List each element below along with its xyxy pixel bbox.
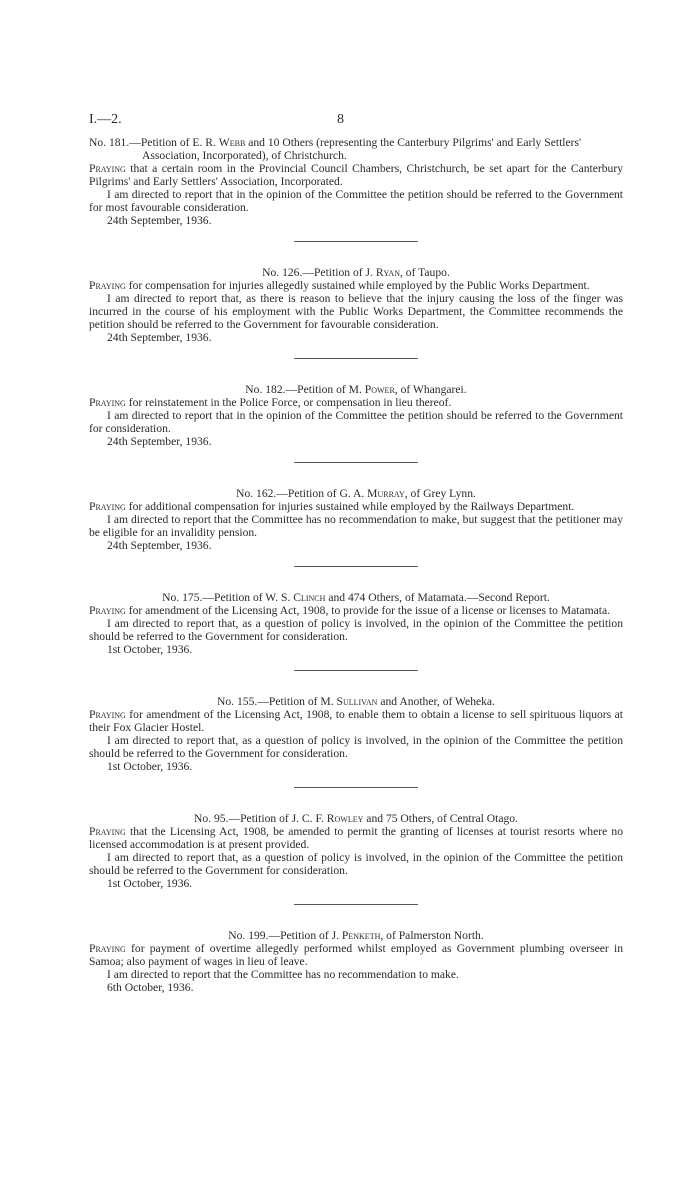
section-divider (294, 241, 418, 242)
petition-title: No. 182.—Petition of M. Power, of Whangarei. (245, 383, 467, 396)
petition-report: I am directed to report that, as a question of policy is involved, in the opinion of the Committee the petition should be referred to the Government for consideration. (89, 617, 623, 643)
petition-title: No. 175.—Petition of W. S. Clinch and 474 Others, of Matamata.—Second Report. (162, 591, 550, 604)
petition-date: 1st October, 1936. (107, 643, 193, 656)
petition-report: I am directed to report that the Committee has no recommendation to make, but suggest that the petitioner may be eligible for an invalidity pension. (89, 513, 623, 539)
petition-title: No. 181.—Petition of E. R. Webb and 10 Others (representing the Canterbury Pilgrims' and Early Settlers' Association, Incorporated), of Christchurch. (89, 136, 582, 162)
petition-date: 24th September, 1936. (107, 214, 212, 227)
page-number: 8 (337, 112, 344, 127)
petition-praying: Praying that the Licensing Act, 1908, be amended to permit the granting of licenses at tourist resorts where no licensed accommodation is at present provided. (89, 825, 623, 851)
petition-162 (89, 487, 623, 552)
petition-181 (89, 136, 623, 227)
petition-praying: Praying for compensation for injuries allegedly sustained while employed by the Public Works Department. (89, 279, 590, 292)
petition-report: I am directed to report that, as a question of policy is involved, in the opinion of the Committee the petition should be referred to the Government for consideration. (89, 851, 623, 877)
petition-praying: Praying for amendment of the Licensing Act, 1908, to provide for the issue of a license or licenses to Matamata. (89, 604, 611, 617)
petition-182 (89, 383, 623, 448)
section-divider (294, 787, 418, 788)
petition-155 (89, 695, 623, 773)
petition-report: I am directed to report that in the opinion of the Committee the petition should be referred to the Government for consideration. (89, 409, 623, 435)
document-reference: I.—2. (89, 112, 122, 127)
petition-date: 1st October, 1936. (107, 760, 193, 773)
petition-praying: Praying for additional compensation for injuries sustained while employed by the Railways Department. (89, 500, 575, 513)
document-page (89, 112, 623, 994)
petition-praying: Praying that a certain room in the Provincial Council Chambers, Christchurch, be set apart for the Canterbury Pilgrims' and Early Settlers' Association, Incorporated. (89, 162, 623, 188)
petition-date: 24th September, 1936. (107, 435, 212, 448)
petition-report: I am directed to report that in the opinion of the Committee the petition should be referred to the Government for most favourable consideration. (89, 188, 623, 214)
petition-praying: Praying for amendment of the Licensing Act, 1908, to enable them to obtain a license to sell spirituous liquors at their Fox Glacier Hostel. (89, 708, 623, 734)
petition-title: No. 126.—Petition of J. Ryan, of Taupo. (262, 266, 450, 279)
petition-date: 24th September, 1936. (107, 331, 212, 344)
section-divider (294, 358, 418, 359)
section-divider (294, 566, 418, 567)
petition-95 (89, 812, 623, 890)
petition-date: 24th September, 1936. (107, 539, 212, 552)
petition-report: I am directed to report that, as a question of policy is involved, in the opinion of the Committee the petition should be referred to the Government for consideration. (89, 734, 623, 760)
petition-praying: Praying for payment of overtime allegedly performed whilst employed as Government plumbing overseer in Samoa; also payment of wages in lieu of leave. (89, 942, 623, 968)
petition-title: No. 199.—Petition of J. Penketh, of Palmerston North. (228, 929, 484, 942)
petition-title: No. 162.—Petition of G. A. Murray, of Grey Lynn. (236, 487, 476, 500)
section-divider (294, 462, 418, 463)
petition-199 (89, 929, 623, 994)
section-divider (294, 670, 418, 671)
petition-date: 6th October, 1936. (107, 981, 194, 994)
petition-praying: Praying for reinstatement in the Police Force, or compensation in lieu thereof. (89, 396, 452, 409)
petition-126 (89, 266, 623, 344)
petition-175 (89, 591, 623, 656)
petition-title: No. 95.—Petition of J. C. F. Rowley and 75 Others, of Central Otago. (194, 812, 518, 825)
page-header (89, 112, 623, 136)
petition-report: I am directed to report that, as there is reason to believe that the injury causing the loss of the finger was incurred in the course of his employment with the Public Works Department, the Committee recommends the petition should be referred to the Government for favourable consideration. (89, 292, 623, 331)
petition-report: I am directed to report that the Committee has no recommendation to make. (107, 968, 459, 981)
petition-date: 1st October, 1936. (107, 877, 193, 890)
section-divider (294, 904, 418, 905)
petition-title: No. 155.—Petition of M. Sullivan and Another, of Weheka. (217, 695, 495, 708)
